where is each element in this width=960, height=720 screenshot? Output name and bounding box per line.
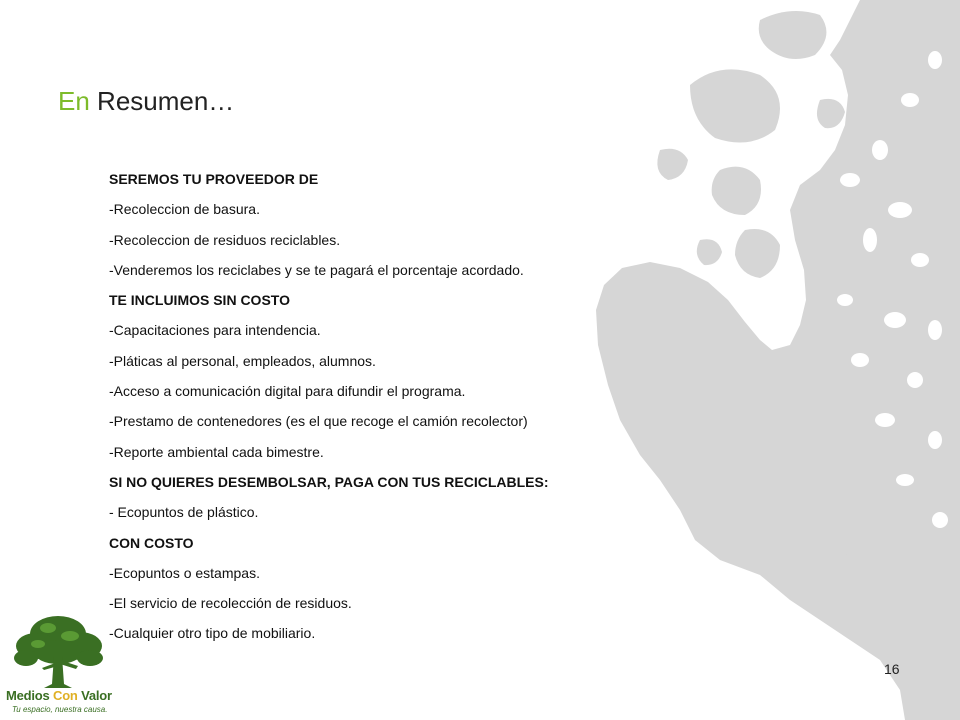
title-accent: En [58, 86, 90, 116]
list-item: -Ecopuntos o estampas. [109, 564, 260, 581]
logo-name-part2: Con [53, 688, 78, 703]
list-item: -Prestamo de contenedores (es el que recoge el camión recolector) [109, 413, 528, 430]
slide-title [58, 86, 234, 117]
list-item: -El servicio de recolección de residuos. [109, 595, 352, 612]
logo-name-part3: Valor [77, 688, 112, 703]
section-heading: SI NO QUIERES DESEMBOLSAR, PAGA CON TUS RECICLABLES: [109, 473, 549, 490]
title-text: Resumen… [89, 86, 235, 116]
medios-con-valor-logo [0, 612, 128, 720]
logo-name-part1: Medios [6, 688, 53, 703]
logo-name [6, 688, 112, 703]
list-item: -Recoleccion de basura. [109, 201, 260, 218]
summary-list [109, 164, 669, 649]
section-heading: SEREMOS TU PROVEEDOR DE [109, 171, 319, 187]
list-item: -Cualquier otro tipo de mobiliario. [109, 625, 316, 642]
tree-icon [8, 612, 108, 692]
logo-tagline: Tu espacio, nuestra causa. [12, 705, 108, 714]
list-item: -Acceso a comunicación digital para difundir el programa. [109, 383, 466, 400]
section-heading: TE INCLUIMOS SIN COSTO [109, 292, 290, 309]
list-item: - Ecopuntos de plástico. [109, 504, 259, 521]
list-item: -Capacitaciones para intendencia. [109, 322, 321, 339]
list-item: -Recoleccion de residuos reciclables. [109, 231, 341, 248]
page-number: 16 [884, 661, 900, 677]
section-heading: CON COSTO [109, 534, 194, 551]
list-item: -Venderemos los reciclabes y se te pagará el porcentaje acordado. [109, 261, 524, 278]
list-item: -Reporte ambiental cada bimestre. [109, 443, 324, 460]
list-item: -Pláticas al personal, empleados, alumnos. [109, 352, 376, 369]
